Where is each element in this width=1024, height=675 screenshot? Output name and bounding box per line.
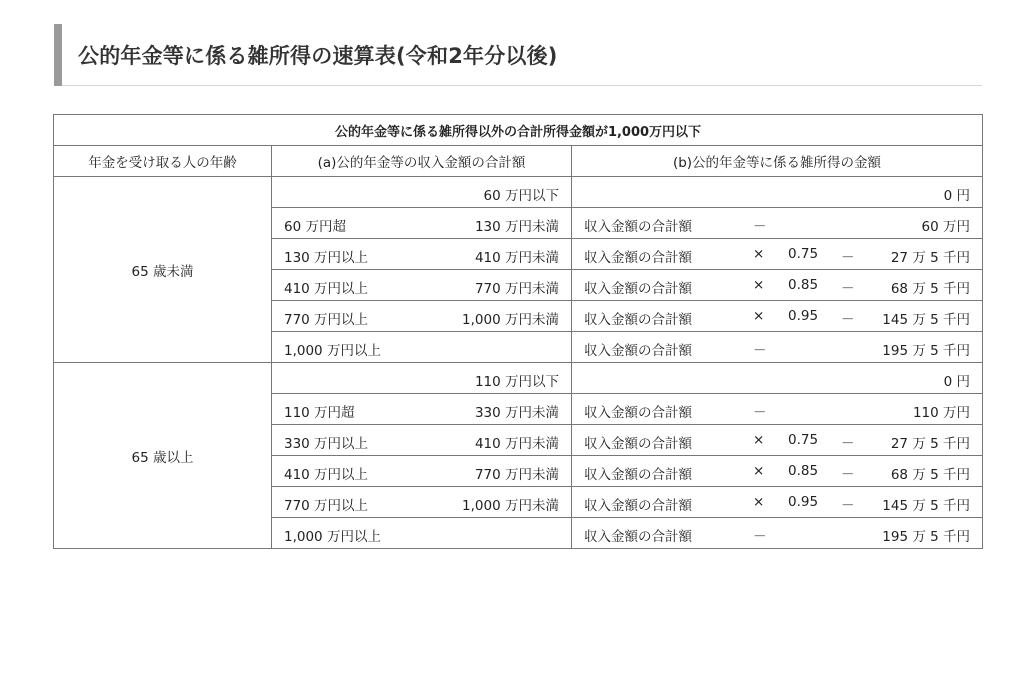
income-range-cell — [272, 208, 572, 239]
formula-base: 収入金額の合計額 — [584, 281, 692, 297]
income-amount-cell — [572, 363, 983, 394]
formula-operator: × — [753, 308, 765, 324]
formula-base: 収入金額の合計額 — [584, 405, 692, 421]
formula-operator: － — [753, 219, 767, 235]
range-lower: 770 万円以上 — [284, 498, 369, 514]
page-heading — [54, 24, 982, 86]
formula-base: 収入金額の合計額 — [584, 219, 692, 235]
income-amount-cell — [572, 518, 983, 549]
header-amount: (b)公的年金等に係る雑所得の金額 — [572, 146, 983, 177]
formula-operator: － — [841, 250, 855, 266]
formula-base: 収入金額の合計額 — [584, 312, 692, 328]
formula-result: 27 万 5 千円 — [890, 250, 970, 266]
page-title: 公的年金等に係る雑所得の速算表(令和2年分以後) — [78, 44, 558, 68]
range-upper: 1,000 万円未満 — [462, 312, 559, 328]
income-amount-cell — [572, 487, 983, 518]
formula-rate: 0.75 — [788, 246, 819, 262]
formula-operator: － — [753, 405, 767, 421]
formula-base: 収入金額の合計額 — [584, 529, 692, 545]
range-lower: 410 万円以上 — [284, 467, 369, 483]
formula-result: 60 万円 — [921, 219, 970, 235]
income-amount-cell — [572, 177, 983, 208]
income-amount-cell — [572, 394, 983, 425]
formula-rate: 0.95 — [788, 308, 819, 324]
income-range-cell — [272, 177, 572, 208]
formula-operator: × — [753, 463, 765, 479]
formula-base: 収入金額の合計額 — [584, 467, 692, 483]
income-range-cell — [272, 394, 572, 425]
range-lower: 770 万円以上 — [284, 312, 369, 328]
formula-base: 収入金額の合計額 — [584, 436, 692, 452]
income-amount-cell — [572, 456, 983, 487]
formula-operator: × — [753, 494, 765, 510]
formula-rate: 0.85 — [788, 463, 819, 479]
age-group-cell: 65 歳以上 — [54, 363, 272, 549]
range-lower: 60 万円超 — [284, 219, 346, 235]
formula-result: 195 万 5 千円 — [882, 343, 970, 359]
formula-operator: － — [841, 436, 855, 452]
table-header-row — [54, 146, 983, 177]
range-lower: 110 万円超 — [284, 405, 355, 421]
formula-result: 68 万 5 千円 — [890, 467, 970, 483]
range-upper: 770 万円未満 — [474, 467, 559, 483]
formula-rate: 0.95 — [788, 494, 819, 510]
income-range-cell — [272, 425, 572, 456]
range-lower: 1,000 万円以上 — [284, 343, 381, 359]
formula-operator: × — [753, 432, 765, 448]
range-upper: 1,000 万円未満 — [462, 498, 559, 514]
income-range-cell — [272, 456, 572, 487]
income-amount-cell — [572, 208, 983, 239]
formula-operator: － — [753, 343, 767, 359]
range-lower: 410 万円以上 — [284, 281, 369, 297]
income-range-cell — [272, 270, 572, 301]
formula-result: 0 円 — [943, 188, 970, 204]
formula-operator: × — [753, 246, 765, 262]
formula-result: 0 円 — [943, 374, 970, 390]
formula-result: 145 万 5 千円 — [882, 498, 970, 514]
formula-result: 195 万 5 千円 — [882, 529, 970, 545]
header-income: (a)公的年金等の収入金額の合計額 — [272, 146, 572, 177]
income-amount-cell — [572, 239, 983, 270]
income-range-cell — [272, 332, 572, 363]
formula-base: 収入金額の合計額 — [584, 498, 692, 514]
range-upper: 330 万円未満 — [474, 405, 559, 421]
income-range-cell — [272, 239, 572, 270]
income-range-cell — [272, 363, 572, 394]
formula-result: 27 万 5 千円 — [890, 436, 970, 452]
income-range-cell — [272, 301, 572, 332]
formula-rate: 0.85 — [788, 277, 819, 293]
header-age: 年金を受け取る人の年齢 — [54, 146, 272, 177]
range-upper: 410 万円未満 — [474, 250, 559, 266]
formula-operator: － — [841, 312, 855, 328]
income-amount-cell — [572, 301, 983, 332]
income-amount-cell — [572, 270, 983, 301]
formula-result: 145 万 5 千円 — [882, 312, 970, 328]
table-row — [54, 363, 983, 394]
formula-result: 68 万 5 千円 — [890, 281, 970, 297]
income-range-cell — [272, 487, 572, 518]
income-range-cell — [272, 518, 572, 549]
range-upper: 110 万円以下 — [474, 374, 559, 390]
formula-result: 110 万円 — [912, 405, 970, 421]
range-lower: 130 万円以上 — [284, 250, 369, 266]
range-lower: 1,000 万円以上 — [284, 529, 381, 545]
table-caption: 公的年金等に係る雑所得以外の合計所得金額が1,000万円以下 — [54, 115, 983, 146]
formula-base: 収入金額の合計額 — [584, 250, 692, 266]
formula-base: 収入金額の合計額 — [584, 343, 692, 359]
heading-accent-bar — [54, 24, 62, 86]
range-upper: 410 万円未満 — [474, 436, 559, 452]
table-caption-row — [54, 115, 983, 146]
range-lower: 330 万円以上 — [284, 436, 369, 452]
formula-operator: － — [841, 281, 855, 297]
range-upper: 770 万円未満 — [474, 281, 559, 297]
table-row — [54, 177, 983, 208]
formula-rate: 0.75 — [788, 432, 819, 448]
income-amount-cell — [572, 425, 983, 456]
formula-operator: － — [753, 529, 767, 545]
formula-operator: － — [841, 498, 855, 514]
pension-income-table — [53, 114, 983, 549]
formula-operator: × — [753, 277, 765, 293]
range-upper: 60 万円以下 — [483, 188, 559, 204]
income-amount-cell — [572, 332, 983, 363]
formula-operator: － — [841, 467, 855, 483]
age-group-cell: 65 歳未満 — [54, 177, 272, 363]
range-upper: 130 万円未満 — [474, 219, 559, 235]
